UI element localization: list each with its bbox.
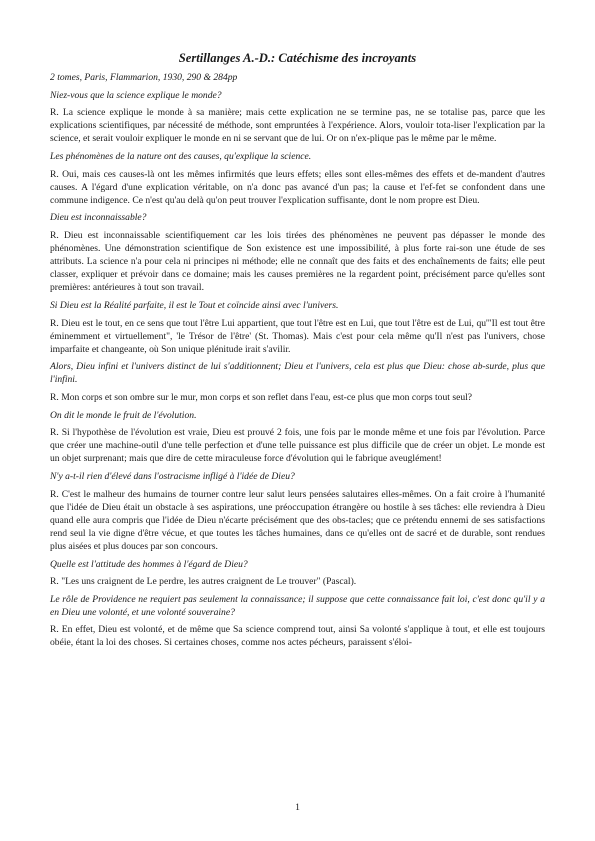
answer-paragraph: R. Dieu est le tout, en ce sens que tout l'être Lui appartient, que tout l'être est en Lui, que tout l'être est de Lui, qu'"Il est tout être éminemment et virtuellement", 'le Trésor de l'être' (St. Thomas). Mais c'est pour cela même qu'Il n'est pas l'univers, chose imparfaite et changeante, où Son unique plénitude irait s'avilir.: [50, 317, 545, 355]
question-paragraph: Les phénomènes de la nature ont des causes, qu'explique la science.: [50, 150, 312, 162]
question-paragraph: Si Dieu est la Réalité parfaite, il est le Tout et coïncide ainsi avec l'univers.: [50, 299, 339, 311]
question-paragraph: Dieu est inconnaissable?: [50, 212, 147, 224]
answer-paragraph: R. "Les uns craignent de Le perdre, les autres craignent de Le trouver" (Pascal).: [50, 576, 357, 588]
qa-body: [50, 89, 545, 650]
answer-paragraph: R. En effet, Dieu est volonté, et de même que Sa science comprend tout, ainsi Sa volonté s'applique à tout, et elle est toujours obéie, étant la loi des choses. Si certaines choses, comme nos actes pécheurs, paraissent s'éloi-: [50, 624, 545, 649]
answer-paragraph: R. Oui, mais ces causes-là ont les mêmes infirmités que leurs effets; elles sont elles-mêmes des effets et de-mandent d'autres causes. A l'égard d'une explication véritable, on n'a donc pas avancé d'un pas; la cause et l'ef-fet se confondent dans une commune indigence. Ce n'est qu'au delà qu'on peut trouver l'explication suffisante, dont le nom propre est Dieu.: [50, 168, 545, 206]
answer-paragraph: R. Dieu est inconnaissable scientifiquement car les lois tirées des phénomènes ne peuvent pas dépasser le monde des phénomènes. Une démonstration scientifique de Son existence est une impossibilité, à plus forte rai-son une étude de ses attributs. La science n'a pour cela ni principes ni méthode; elle ne connaît que des faits et des enchaînements de faits; elle peut classer, expliquer et prévoir dans ce domaine; mais les causes premières ne la regardent point, précisément parce qu'elles sont premières: antérieures à tout son travail.: [50, 229, 545, 294]
question-paragraph: Alors, Dieu infini et l'univers distinct de lui s'additionnent; Dieu et l'univers, cela est plus que Dieu: chose ab-surde, plus que l'infini.: [50, 361, 545, 386]
answer-paragraph: R. La science explique le monde à sa manière; mais cette explication ne se termine pas, ne se totalise pas, parce que les explications scientifiques, par nécessité de méthode, sont empruntées à l'expérience. Alors, vouloir tota-liser l'explication par la science, et serait vouloir expliquer le monde en ni se servant que de lui. Or on n'ex-plique pas le même par le même.: [50, 107, 545, 145]
question-paragraph: On dit le monde le fruit de l'évolution.: [50, 409, 197, 421]
answer-paragraph: R. Mon corps et son ombre sur le mur, mon corps et son reflet dans l'eau, est-ce plus que mon corps tout seul?: [50, 391, 473, 403]
publication-info: 2 tomes, Paris, Flammarion, 1930, 290 & 284pp: [50, 72, 238, 83]
document-page: [50, 50, 545, 654]
document-title: Sertillanges A.-D.: Catéchisme des incroyants: [178, 51, 417, 65]
page-number: 1: [295, 802, 300, 813]
question-paragraph: Quelle est l'attitude des hommes à l'égard de Dieu?: [50, 558, 248, 570]
question-paragraph: Le rôle de Providence ne requiert pas seulement la connaissance; il suppose que cette connaissance fait loi, c'est donc qu'il y a en Dieu une volonté, et une volonté souveraine?: [50, 593, 545, 618]
answer-paragraph: R. C'est le malheur des humains de tourner contre leur salut leurs pensées salutaires elles-mêmes. On a fait croire à l'humanité que l'idée de Dieu était un obstacle à ses aspirations, une préoccupation étrangère ou hostile à ses tâches: elle reviendra à Dieu quand elle aura compris que l'idée de Dieu n'écarte précisément que des obs-tacles; que ce prétendu ennemi de ses satisfactions rend seul la vie digne d'être vécue, et que toutes les tâches humaines, dans ce qu'elles ont de sacré et de durable, sont rendues plus aisées et plus douces par son concours.: [50, 488, 545, 552]
question-paragraph: N'y a-t-il rien d'élevé dans l'ostracisme infligé à l'idée de Dieu?: [50, 470, 295, 482]
question-paragraph: Niez-vous que la science explique le monde?: [50, 89, 222, 101]
answer-paragraph: R. Si l'hypothèse de l'évolution est vraie, Dieu est prouvé 2 fois, une fois par le monde même et une fois par l'évolution. Parce que créer une machine-outil d'une telle perfection et d'une telle puissance est plus difficile que de créer un objet. Le monde est un objet surprenant; mais que dire de cette miraculeuse force d'évolution qui le fabrique aveuglément!: [50, 427, 545, 465]
